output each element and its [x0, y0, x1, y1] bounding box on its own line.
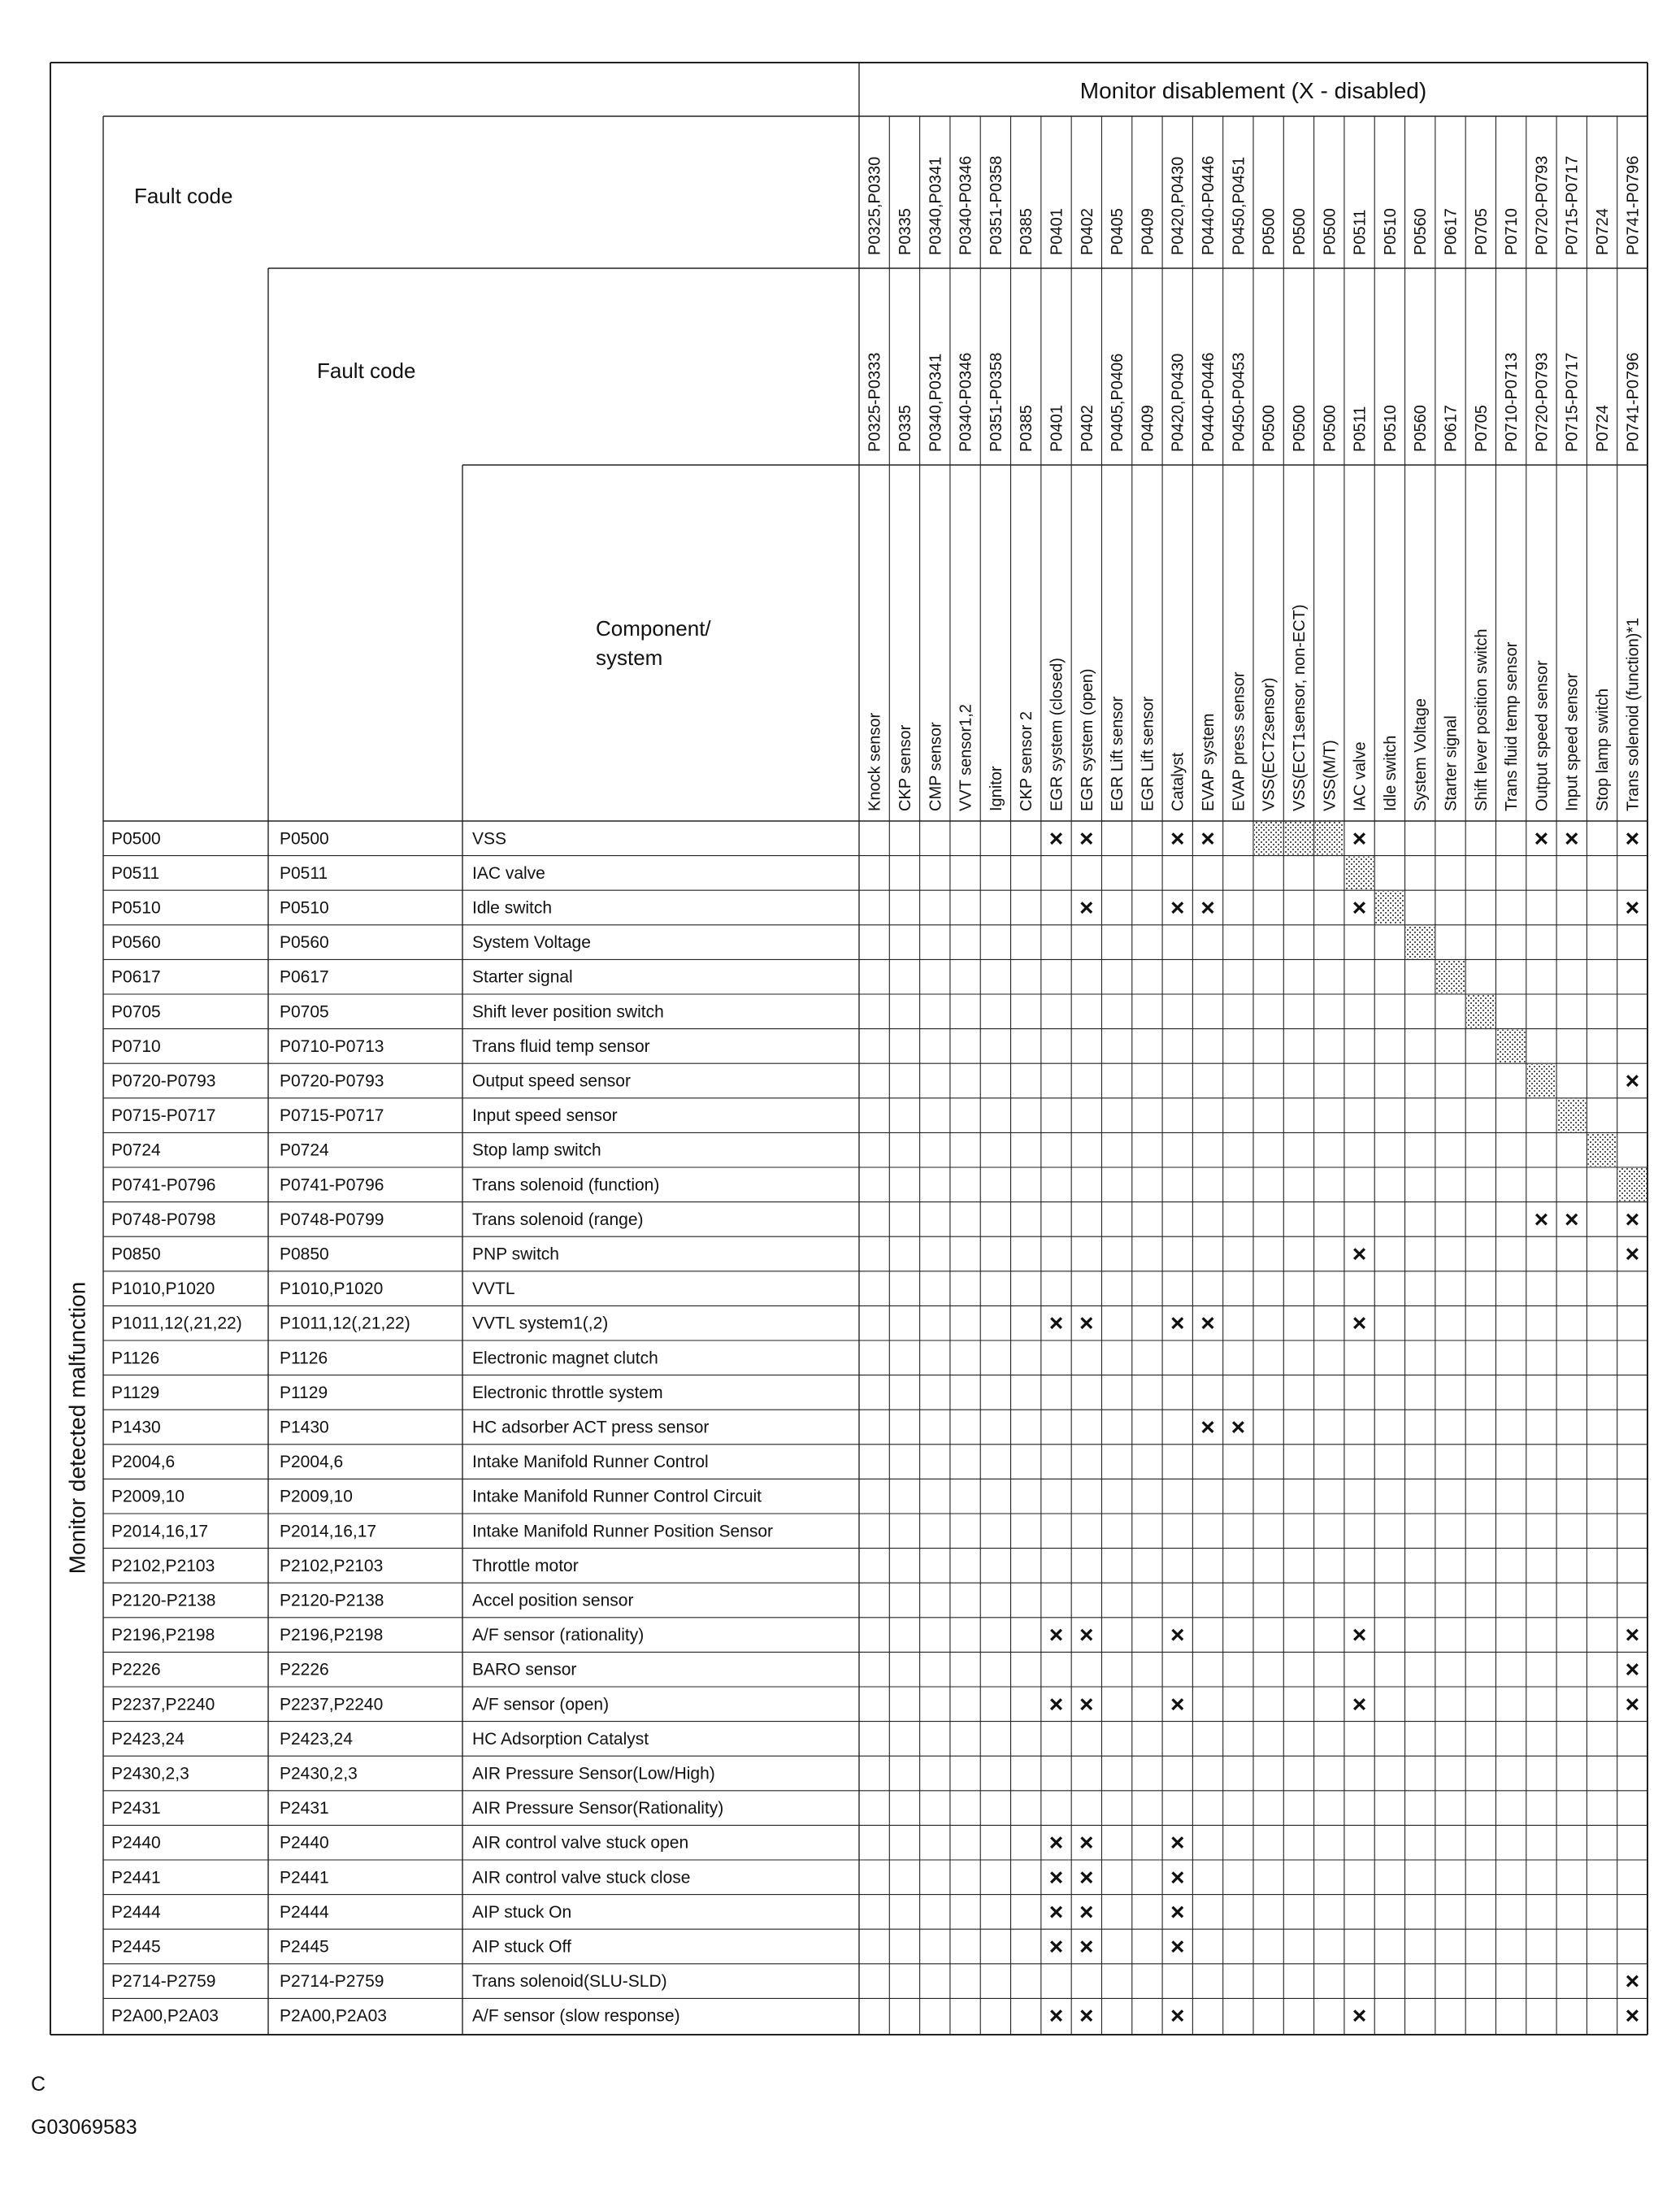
disabled-mark: × — [1625, 1656, 1640, 1684]
column-fault-code-1: P0741-P0796 — [1624, 155, 1643, 255]
disabled-mark: × — [1170, 1622, 1185, 1649]
component-system-header: system — [596, 645, 663, 670]
disabled-mark: × — [1352, 1310, 1367, 1337]
column-fault-code-1: P0420,P0430 — [1169, 156, 1187, 255]
row-fault-code-2: P2196,P2198 — [280, 1626, 384, 1645]
disabled-mark: × — [1170, 1310, 1185, 1337]
column-fault-code-1: P0510 — [1381, 208, 1400, 255]
column-fault-code-2: P0409 — [1139, 405, 1157, 452]
row-fault-code-2: P2120-P2138 — [280, 1591, 384, 1610]
disabled-mark: × — [1048, 1898, 1064, 1926]
disabled-mark: × — [1625, 1968, 1640, 1996]
row-component: Intake Manifold Runner Control — [472, 1453, 709, 1472]
disabled-mark: × — [1170, 2002, 1185, 2030]
row-fault-code-1: P0741-P0796 — [111, 1175, 216, 1195]
column-fault-code-2: P0510 — [1381, 405, 1400, 452]
column-fault-code-2: P0715-P0717 — [1563, 352, 1582, 452]
disabled-mark: × — [1048, 1310, 1064, 1337]
column-fault-code-1: P0402 — [1078, 208, 1096, 255]
column-component-name: IAC valve — [1351, 741, 1370, 811]
row-fault-code-2: P2445 — [280, 1937, 329, 1957]
column-fault-code-2: P0511 — [1351, 406, 1370, 452]
row-fault-code-1: P0510 — [111, 898, 161, 918]
row-fault-code-1: P2423,24 — [111, 1729, 184, 1749]
row-fault-code-1: P1010,P1020 — [111, 1279, 215, 1299]
disabled-mark: × — [1352, 894, 1367, 922]
row-fault-code-1: P2444 — [111, 1902, 161, 1922]
disabled-mark: × — [1048, 1691, 1064, 1718]
monitor-disablement-header: Monitor disablement (X - disabled) — [1079, 78, 1427, 103]
column-fault-code-2: P0340-P0346 — [957, 352, 975, 452]
row-component: Trans solenoid (range) — [472, 1210, 644, 1229]
disabled-mark: × — [1079, 1864, 1094, 1892]
disabled-mark: × — [1048, 1622, 1064, 1649]
row-fault-code-2: P2430,2,3 — [280, 1764, 358, 1783]
footer-label: C — [31, 2073, 46, 2096]
row-fault-code-2: P2014,16,17 — [280, 1522, 377, 1541]
disabled-mark: × — [1200, 825, 1215, 853]
row-component: A/F sensor (open) — [472, 1695, 610, 1714]
disabled-mark: × — [1625, 1240, 1640, 1268]
column-fault-code-2: P0500 — [1260, 405, 1278, 452]
row-fault-code-2: P0741-P0796 — [280, 1175, 384, 1195]
row-fault-code-1: P0850 — [111, 1245, 161, 1264]
column-fault-code-1: P0724 — [1594, 208, 1613, 255]
disabled-mark: × — [1625, 825, 1640, 853]
column-component-name: EGR system (open) — [1078, 668, 1096, 811]
row-component: Trans solenoid (function) — [472, 1175, 660, 1195]
row-fault-code-1: P0617 — [111, 967, 161, 987]
disabled-mark: × — [1170, 1691, 1185, 1718]
disabled-mark: × — [1079, 1898, 1094, 1926]
row-fault-code-1: P0748-P0798 — [111, 1210, 216, 1229]
column-component-name: VSS(M/T) — [1321, 740, 1339, 811]
monitor-detected-malfunction-label: Monitor detected malfunction — [64, 1281, 90, 1575]
row-fault-code-2: P1010,P1020 — [280, 1279, 384, 1299]
column-fault-code-2: P0420,P0430 — [1169, 353, 1187, 452]
shaded-cell — [1436, 960, 1465, 993]
column-fault-code-1: P0715-P0717 — [1563, 155, 1582, 255]
column-fault-code-2: P0560 — [1412, 405, 1430, 452]
row-component: HC Adsorption Catalyst — [472, 1729, 649, 1749]
row-fault-code-1: P2237,P2240 — [111, 1695, 215, 1714]
row-component: AIR Pressure Sensor(Low/High) — [472, 1764, 715, 1783]
disabled-mark: × — [1200, 1414, 1215, 1441]
row-fault-code-2: P1430 — [280, 1418, 329, 1437]
shaded-cell — [1406, 926, 1435, 959]
row-component: Accel position sensor — [472, 1591, 634, 1610]
row-fault-code-1: P0720-P0793 — [111, 1071, 216, 1091]
row-fault-code-2: P0705 — [280, 1002, 329, 1022]
column-component-name: EVAP press sensor — [1230, 671, 1248, 811]
row-fault-code-1: P2440 — [111, 1833, 161, 1853]
disabled-mark: × — [1048, 825, 1064, 853]
row-fault-code-2: P0511 — [280, 863, 328, 883]
row-fault-code-1: P2120-P2138 — [111, 1591, 216, 1610]
column-component-name: Ignitor — [987, 766, 1005, 811]
column-fault-code-1: P0705 — [1472, 208, 1491, 255]
column-fault-code-2: P0351-P0358 — [987, 352, 1005, 452]
column-fault-code-1: P0325,P0330 — [866, 156, 884, 255]
column-component-name: EVAP system — [1200, 713, 1218, 811]
row-fault-code-2: P0715-P0717 — [280, 1106, 384, 1126]
column-fault-code-2: P0500 — [1290, 405, 1309, 452]
row-fault-code-1: P2009,10 — [111, 1487, 184, 1506]
row-component: Stop lamp switch — [472, 1140, 601, 1160]
row-component: HC adsorber ACT press sensor — [472, 1418, 710, 1437]
shaded-cell — [1618, 1168, 1647, 1201]
column-fault-code-1: P0405 — [1109, 208, 1127, 255]
disabled-mark: × — [1170, 894, 1185, 922]
column-fault-code-1: P0385 — [1018, 208, 1036, 255]
column-fault-code-1: P0617 — [1442, 208, 1461, 255]
column-component-name: CKP sensor — [896, 724, 914, 811]
row-fault-code-2: P0724 — [280, 1140, 329, 1160]
row-fault-code-1: P2714-P2759 — [111, 1972, 216, 1992]
fault-code-header-1: Fault code — [134, 184, 233, 208]
disabled-mark: × — [1352, 1240, 1367, 1268]
column-fault-code-2: P0405,P0406 — [1109, 353, 1127, 452]
column-component-name: VSS(ECT1sensor, non-ECT) — [1290, 604, 1309, 811]
row-component: AIR Pressure Sensor(Rationality) — [472, 1799, 724, 1818]
fault-code-header-2: Fault code — [317, 358, 416, 383]
disabled-mark: × — [1564, 1206, 1579, 1233]
row-component: VSS — [472, 829, 507, 849]
disabled-mark: × — [1048, 2002, 1064, 2030]
row-component: Intake Manifold Runner Position Sensor — [472, 1522, 774, 1541]
row-component: A/F sensor (slow response) — [472, 2006, 680, 2026]
row-component: A/F sensor (rationality) — [472, 1626, 645, 1645]
row-fault-code-1: P1011,12(,21,22) — [111, 1314, 242, 1333]
shaded-cell — [1375, 891, 1404, 924]
row-fault-code-1: P2226 — [111, 1660, 161, 1679]
row-fault-code-2: P2440 — [280, 1833, 329, 1853]
column-fault-code-1: P0450,P0451 — [1230, 156, 1248, 255]
disabled-mark: × — [1079, 1622, 1094, 1649]
column-fault-code-2: P0741-P0796 — [1624, 352, 1643, 452]
row-component: AIR control valve stuck close — [472, 1868, 691, 1888]
row-fault-code-2: P2441 — [280, 1868, 329, 1888]
component-system-header: Component/ — [596, 616, 711, 641]
column-fault-code-2: P0450-P0453 — [1230, 352, 1248, 452]
column-fault-code-1: P0500 — [1260, 208, 1278, 255]
row-fault-code-2: P1129 — [280, 1383, 328, 1402]
row-fault-code-2: P2102,P2103 — [280, 1556, 384, 1575]
row-fault-code-2: P0748-P0799 — [280, 1210, 384, 1229]
row-fault-code-2: P0850 — [280, 1245, 329, 1264]
row-component: Idle switch — [472, 898, 553, 918]
disabled-mark: × — [1079, 2002, 1094, 2030]
column-component-name: Starter signal — [1442, 715, 1461, 811]
column-fault-code-1: P0710 — [1503, 208, 1522, 255]
shaded-cell — [1466, 995, 1495, 1028]
row-component: Starter signal — [472, 967, 573, 987]
row-fault-code-2: P2444 — [280, 1902, 329, 1922]
row-component: Shift lever position switch — [472, 1002, 664, 1022]
disabled-mark: × — [1625, 1691, 1640, 1718]
column-fault-code-2: P0724 — [1594, 405, 1613, 452]
disabled-mark: × — [1352, 825, 1367, 853]
row-component: Trans fluid temp sensor — [472, 1036, 650, 1056]
column-fault-code-1: P0340-P0346 — [957, 155, 975, 255]
column-fault-code-1: P0511 — [1351, 209, 1370, 255]
disabled-mark: × — [1079, 1691, 1094, 1718]
row-fault-code-1: P2431 — [111, 1799, 161, 1818]
column-fault-code-2: P0710-P0713 — [1503, 352, 1522, 452]
column-fault-code-2: P0402 — [1078, 405, 1096, 452]
disabled-mark: × — [1200, 1310, 1215, 1337]
row-fault-code-1: P1126 — [111, 1349, 160, 1368]
column-component-name: CMP sensor — [927, 722, 945, 811]
column-component-name: EGR Lift sensor — [1139, 696, 1157, 811]
row-fault-code-1: P2196,P2198 — [111, 1626, 215, 1645]
row-fault-code-1: P2A00,P2A03 — [111, 2006, 219, 2026]
disabled-mark: × — [1352, 2002, 1367, 2030]
disabled-mark: × — [1170, 1933, 1185, 1961]
row-fault-code-2: P0510 — [280, 898, 329, 918]
column-component-name: Trans fluid temp sensor — [1503, 641, 1522, 811]
column-fault-code-1: P0440-P0446 — [1200, 155, 1218, 255]
disabled-mark: × — [1352, 1691, 1367, 1718]
column-fault-code-2: P0325-P0333 — [866, 352, 884, 452]
disabled-mark: × — [1352, 1622, 1367, 1649]
row-component: IAC valve — [472, 863, 545, 883]
row-component: Throttle motor — [472, 1556, 579, 1575]
row-component: BARO sensor — [472, 1660, 577, 1679]
row-component: VVTL system1(,2) — [472, 1314, 609, 1333]
disabled-mark: × — [1170, 1898, 1185, 1926]
disabled-mark: × — [1625, 1067, 1640, 1095]
column-component-name: Input speed sensor — [1563, 672, 1582, 811]
column-fault-code-2: P0335 — [896, 405, 914, 452]
disabled-mark: × — [1170, 825, 1185, 853]
column-fault-code-1: P0351-P0358 — [987, 155, 1005, 255]
row-fault-code-2: P2004,6 — [280, 1453, 344, 1472]
disabled-mark: × — [1200, 894, 1215, 922]
column-component-name: VSS(ECT2sensor) — [1260, 677, 1278, 811]
row-fault-code-2: P0617 — [280, 967, 329, 987]
row-component: PNP switch — [472, 1245, 559, 1264]
column-component-name: Idle switch — [1381, 735, 1400, 811]
column-fault-code-1: P0500 — [1290, 208, 1309, 255]
shaded-cell — [1284, 822, 1313, 855]
row-fault-code-2: P2226 — [280, 1660, 329, 1679]
disabled-mark: × — [1534, 1206, 1549, 1233]
disabled-mark: × — [1625, 2002, 1640, 2030]
row-fault-code-2: P0500 — [280, 829, 329, 849]
row-component: AIR control valve stuck open — [472, 1833, 689, 1853]
row-fault-code-2: P2431 — [280, 1799, 329, 1818]
column-fault-code-2: P0401 — [1048, 405, 1066, 452]
row-fault-code-1: P0560 — [111, 933, 161, 953]
row-component: AIP stuck On — [472, 1902, 572, 1922]
shaded-cell — [1254, 822, 1283, 855]
shaded-cell — [1345, 857, 1374, 890]
column-component-name: CKP sensor 2 — [1018, 710, 1036, 811]
row-fault-code-2: P2237,P2240 — [280, 1695, 384, 1714]
row-fault-code-1: P0710 — [111, 1036, 161, 1056]
column-component-name: Catalyst — [1169, 752, 1187, 811]
disabled-mark: × — [1170, 1829, 1185, 1857]
column-component-name: Knock sensor — [866, 712, 884, 811]
disabled-mark: × — [1625, 894, 1640, 922]
row-fault-code-1: P1430 — [111, 1418, 161, 1437]
disabled-mark: × — [1079, 1933, 1094, 1961]
column-fault-code-2: P0705 — [1472, 405, 1491, 452]
row-fault-code-2: P2009,10 — [280, 1487, 353, 1506]
column-fault-code-1: P0335 — [896, 208, 914, 255]
row-fault-code-1: P0511 — [111, 863, 160, 883]
row-fault-code-1: P2014,16,17 — [111, 1522, 209, 1541]
row-component: VVTL — [472, 1279, 515, 1299]
row-fault-code-2: P0710-P0713 — [280, 1036, 384, 1056]
column-fault-code-2: P0617 — [1442, 405, 1461, 452]
row-fault-code-2: P2A00,P2A03 — [280, 2006, 387, 2026]
column-component-name: Stop lamp switch — [1594, 688, 1613, 811]
disabled-mark: × — [1079, 825, 1094, 853]
row-fault-code-1: P0705 — [111, 1002, 161, 1022]
row-component: AIP stuck Off — [472, 1937, 571, 1957]
shaded-cell — [1587, 1133, 1616, 1167]
shaded-cells — [1254, 822, 1647, 1201]
row-fault-code-2: P1011,12(,21,22) — [280, 1314, 410, 1333]
row-component: Output speed sensor — [472, 1071, 631, 1091]
row-fault-code-1: P2430,2,3 — [111, 1764, 189, 1783]
column-component-name: EGR system (closed) — [1048, 658, 1066, 811]
row-fault-code-1: P0715-P0717 — [111, 1106, 216, 1126]
row-fault-code-2: P2714-P2759 — [280, 1972, 384, 1992]
row-fault-code-2: P0560 — [280, 933, 329, 953]
row-component: Trans solenoid(SLU-SLD) — [472, 1972, 667, 1992]
disabled-mark: × — [1534, 825, 1549, 853]
row-fault-code-2: P0720-P0793 — [280, 1071, 384, 1091]
shaded-cell — [1557, 1099, 1586, 1132]
row-fault-code-1: P0500 — [111, 829, 161, 849]
shaded-cell — [1315, 822, 1344, 855]
column-fault-code-2: P0720-P0793 — [1533, 352, 1552, 452]
row-fault-code-2: P1126 — [280, 1349, 328, 1368]
row-fault-code-1: P2445 — [111, 1937, 161, 1957]
disabled-mark: × — [1079, 894, 1094, 922]
column-fault-code-2: P0385 — [1018, 405, 1036, 452]
row-component: Electronic throttle system — [472, 1383, 663, 1402]
column-component-name: EGR Lift sensor — [1109, 696, 1127, 811]
row-fault-code-1: P1129 — [111, 1383, 160, 1402]
row-component: Intake Manifold Runner Control Circuit — [472, 1487, 762, 1506]
row-component: Input speed sensor — [472, 1106, 618, 1126]
column-component-name: System Voltage — [1412, 698, 1430, 811]
shaded-cell — [1527, 1064, 1556, 1097]
disabled-mark: × — [1625, 1206, 1640, 1233]
row-fault-code-2: P2423,24 — [280, 1729, 353, 1749]
row-component: System Voltage — [472, 933, 591, 953]
disabled-mark: × — [1048, 1864, 1064, 1892]
column-component-name: Output speed sensor — [1533, 660, 1552, 811]
column-component-name: VVT sensor1,2 — [957, 704, 975, 811]
disabled-mark: × — [1079, 1829, 1094, 1857]
column-fault-code-1: P0720-P0793 — [1533, 155, 1552, 255]
disabled-mark: × — [1625, 1622, 1640, 1649]
column-fault-code-2: P0340,P0341 — [927, 353, 945, 452]
disabled-mark: × — [1170, 1864, 1185, 1892]
shaded-cell — [1496, 1030, 1525, 1063]
row-component: Electronic magnet clutch — [472, 1349, 658, 1368]
row-fault-code-1: P2441 — [111, 1868, 161, 1888]
column-fault-code-2: P0500 — [1321, 405, 1339, 452]
column-fault-code-1: P0500 — [1321, 208, 1339, 255]
column-fault-code-2: P0440-P0446 — [1200, 352, 1218, 452]
row-fault-code-1: P0724 — [111, 1140, 161, 1160]
column-fault-code-1: P0401 — [1048, 208, 1066, 255]
disabled-mark: × — [1079, 1310, 1094, 1337]
row-fault-code-1: P2004,6 — [111, 1453, 176, 1472]
disabled-mark: × — [1231, 1414, 1246, 1441]
column-fault-code-1: P0560 — [1412, 208, 1430, 255]
disabled-mark: × — [1048, 1933, 1064, 1961]
disabled-mark: × — [1564, 825, 1579, 853]
column-component-name: Trans solenoid (function)*1 — [1624, 617, 1643, 811]
row-fault-code-1: P2102,P2103 — [111, 1556, 215, 1575]
column-component-name: Shift lever position switch — [1472, 628, 1491, 811]
disabled-mark: × — [1048, 1829, 1064, 1857]
column-fault-code-1: P0340,P0341 — [927, 156, 945, 255]
figure-id: G03069583 — [31, 2116, 137, 2139]
column-fault-code-1: P0409 — [1139, 208, 1157, 255]
